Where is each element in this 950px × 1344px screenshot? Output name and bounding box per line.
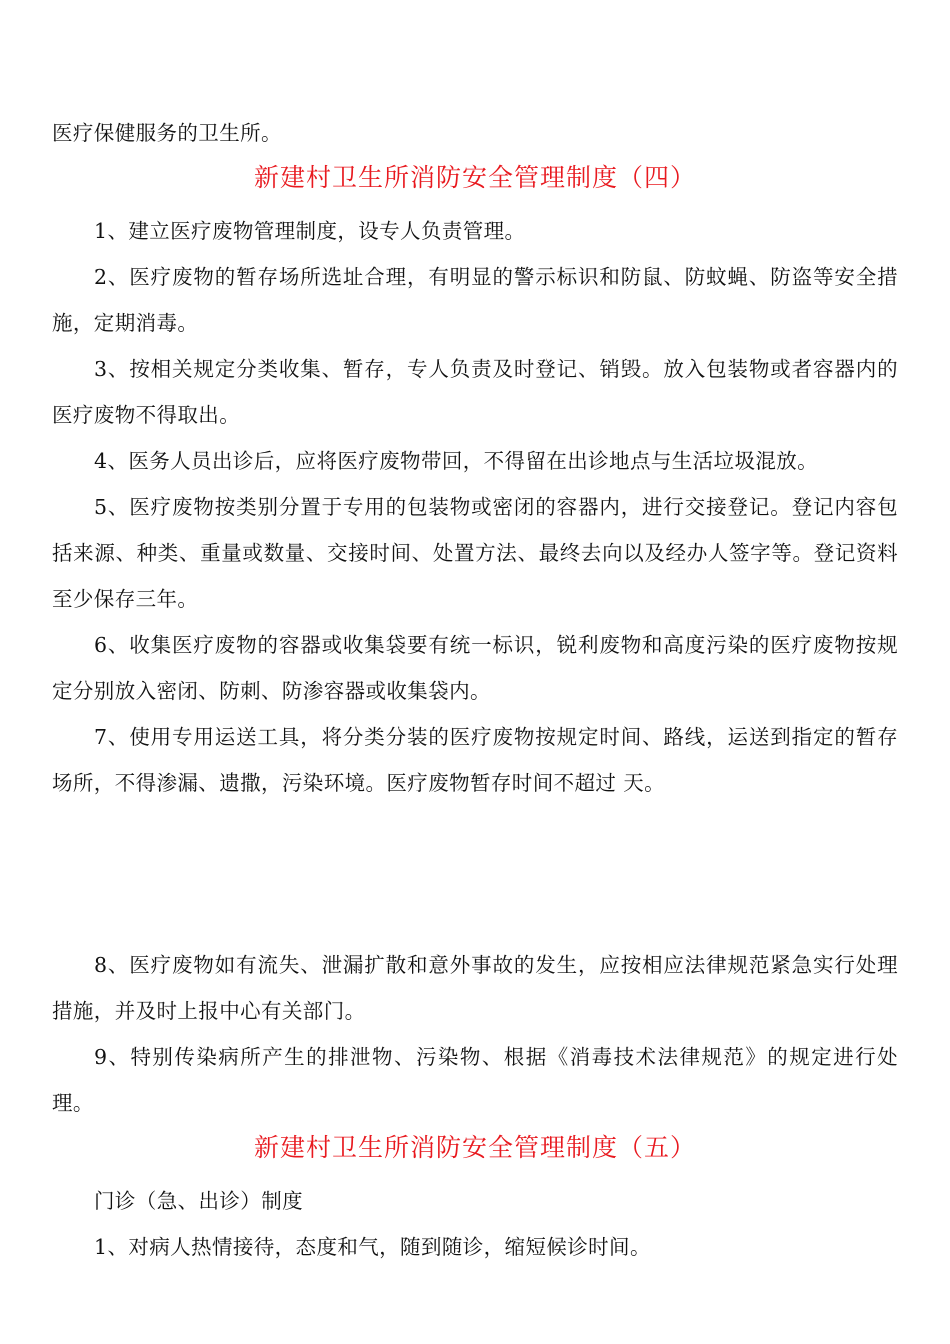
section-four-item-3: 3、按相关规定分类收集、暂存，专人负责及时登记、销毁。放入包装物或者容器内的医疗废物不得取出。 xyxy=(52,357,898,427)
section-four-item-9: 9、特别传染病所产生的排泄物、污染物、根据《消毒技术法律规范》的规定进行处理。 xyxy=(52,1045,898,1115)
section-four-title: 新建村卫生所消防安全管理制度（四） xyxy=(253,163,696,192)
section-four-item-1: 1、建立医疗废物管理制度，设专人负责管理。 xyxy=(94,219,526,243)
section-four-item-2: 2、医疗废物的暂存场所选址合理，有明显的警示标识和防鼠、防蚊蝇、防盗等安全措施，定期消毒。 xyxy=(52,265,898,335)
section-five-item-1: 1、对病人热情接待，态度和气，随到随诊，缩短候诊时间。 xyxy=(94,1235,651,1259)
section-five-subtitle: 门诊（急、出诊）制度 xyxy=(94,1189,303,1213)
section-four-item-5: 5、医疗废物按类别分置于专用的包装物或密闭的容器内，进行交接登记。登记内容包括来源、种类、重量或数量、交接时间、处置方法、最终去向以及经办人签字等。登记资料至少保存三年。 xyxy=(52,495,898,611)
section-four-item-4: 4、医务人员出诊后，应将医疗废物带回，不得留在出诊地点与生活垃圾混放。 xyxy=(94,449,819,473)
text-fragment: 医疗保健服务的卫生所。 xyxy=(52,121,282,145)
section-four-item-8: 8、医疗废物如有流失、泄漏扩散和意外事故的发生，应按相应法律规范紧急实行处理措施，并及时上报中心有关部门。 xyxy=(52,953,898,1023)
section-five-title: 新建村卫生所消防安全管理制度（五） xyxy=(253,1133,696,1162)
section-four-item-7: 7、使用专用运送工具，将分类分装的医疗废物按规定时间、路线，运送到指定的暂存场所，不得渗漏、遗撒，污染环境。医疗废物暂存时间不超过 天。 xyxy=(52,725,898,795)
section-four-item-6: 6、收集医疗废物的容器或收集袋要有统一标识，锐利废物和高度污染的医疗废物按规定分别放入密闭、防刺、防渗容器或收集袋内。 xyxy=(52,633,898,703)
